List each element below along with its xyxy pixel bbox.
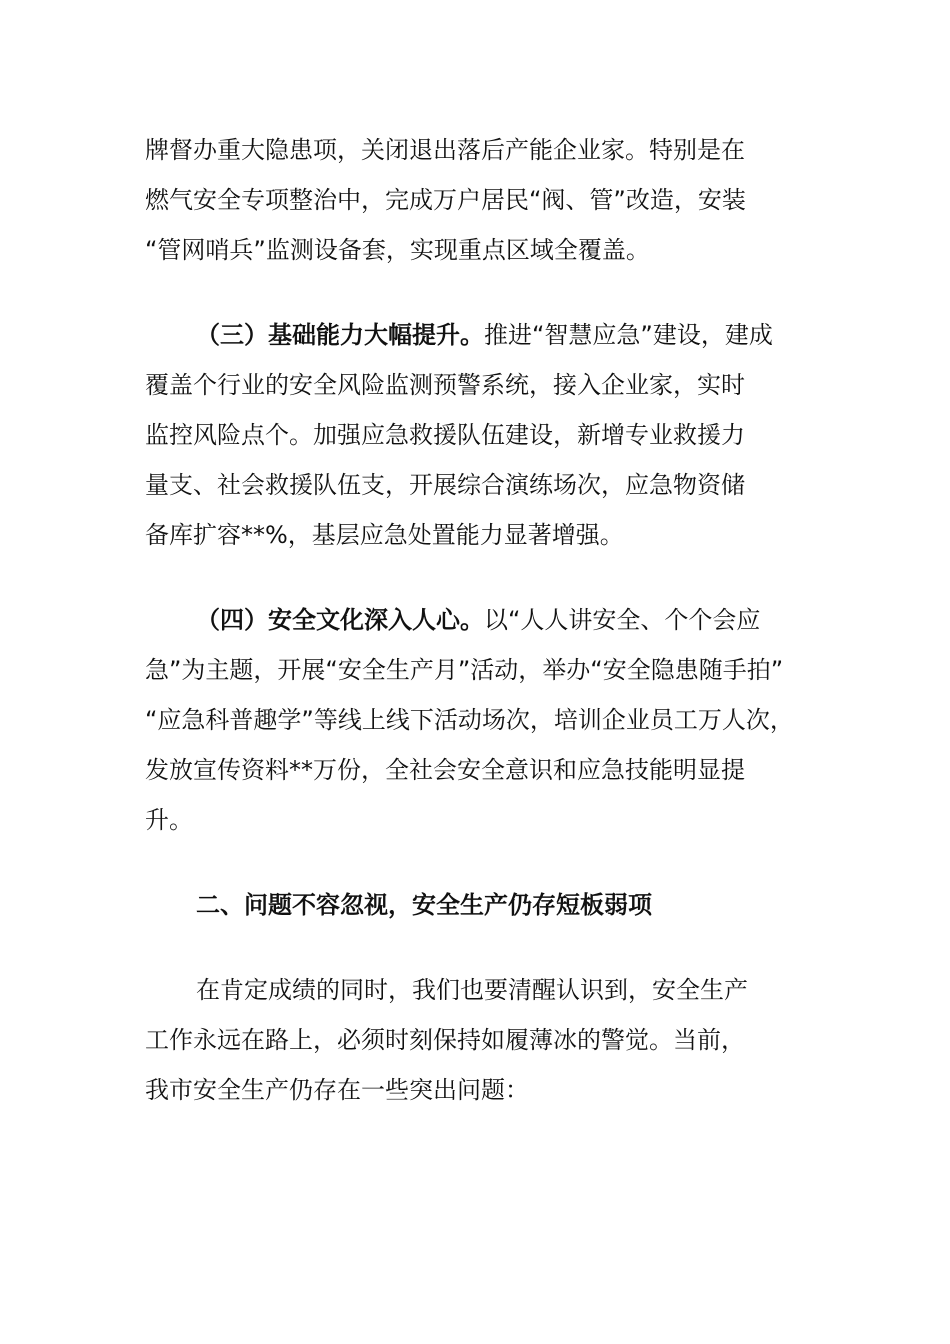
- paragraph-3-lead: 以“人人讲安全、个个会应: [484, 606, 761, 634]
- paragraph-2-lead: 推进“智慧应急”建设，建成: [484, 321, 773, 349]
- paragraph-5-line-3: 我市安全生产仍存在一些突出问题：: [145, 1076, 529, 1104]
- paragraph-2-line-1: [196, 318, 773, 352]
- paragraph-5-line-1: 在肯定成绩的同时，我们也要清醒认识到，安全生产: [196, 976, 748, 1004]
- paragraph-3-line-5: 升。: [145, 806, 193, 834]
- paragraph-3-line-2: 急”为主题，开展“安全生产月”活动，举办“安全隐患随手拍”: [145, 656, 784, 684]
- paragraph-2-line-5: 备库扩容**%，基层应急处置能力显著增强。: [145, 521, 624, 549]
- paragraph-5-line-2: 工作永远在路上，必须时刻保持如履薄冰的警觉。当前，: [145, 1026, 745, 1054]
- paragraph-1-line-2: 燃气安全专项整治中，完成万户居民“阀、管”改造，安装: [145, 186, 746, 214]
- paragraph-3-heading: （四）安全文化深入人心。: [196, 606, 484, 634]
- paragraph-2-line-2: 覆盖个行业的安全风险监测预警系统，接入企业家，实时: [145, 371, 745, 399]
- section-heading: 二、问题不容忽视，安全生产仍存短板弱项: [196, 891, 652, 919]
- paragraph-3-line-1: [196, 603, 760, 637]
- paragraph-2-heading: （三）基础能力大幅提升。: [196, 321, 484, 349]
- paragraph-1-line-3: “管网哨兵”监测设备套，实现重点区域全覆盖。: [145, 236, 650, 264]
- paragraph-2-line-4: 量支、社会救援队伍支，开展综合演练场次，应急物资储: [145, 471, 745, 499]
- paragraph-1-line-1: 牌督办重大隐患项，关闭退出落后产能企业家。特别是在: [145, 136, 745, 164]
- paragraph-3-line-4: 发放宣传资料**万份，全社会安全意识和应急技能明显提: [145, 756, 745, 784]
- paragraph-2-line-3: 监控风险点个。加强应急救援队伍建设，新增专业救援力: [145, 421, 745, 449]
- paragraph-3-line-3: “应急科普趣学”等线上线下活动场次，培训企业员工万人次，: [145, 706, 794, 734]
